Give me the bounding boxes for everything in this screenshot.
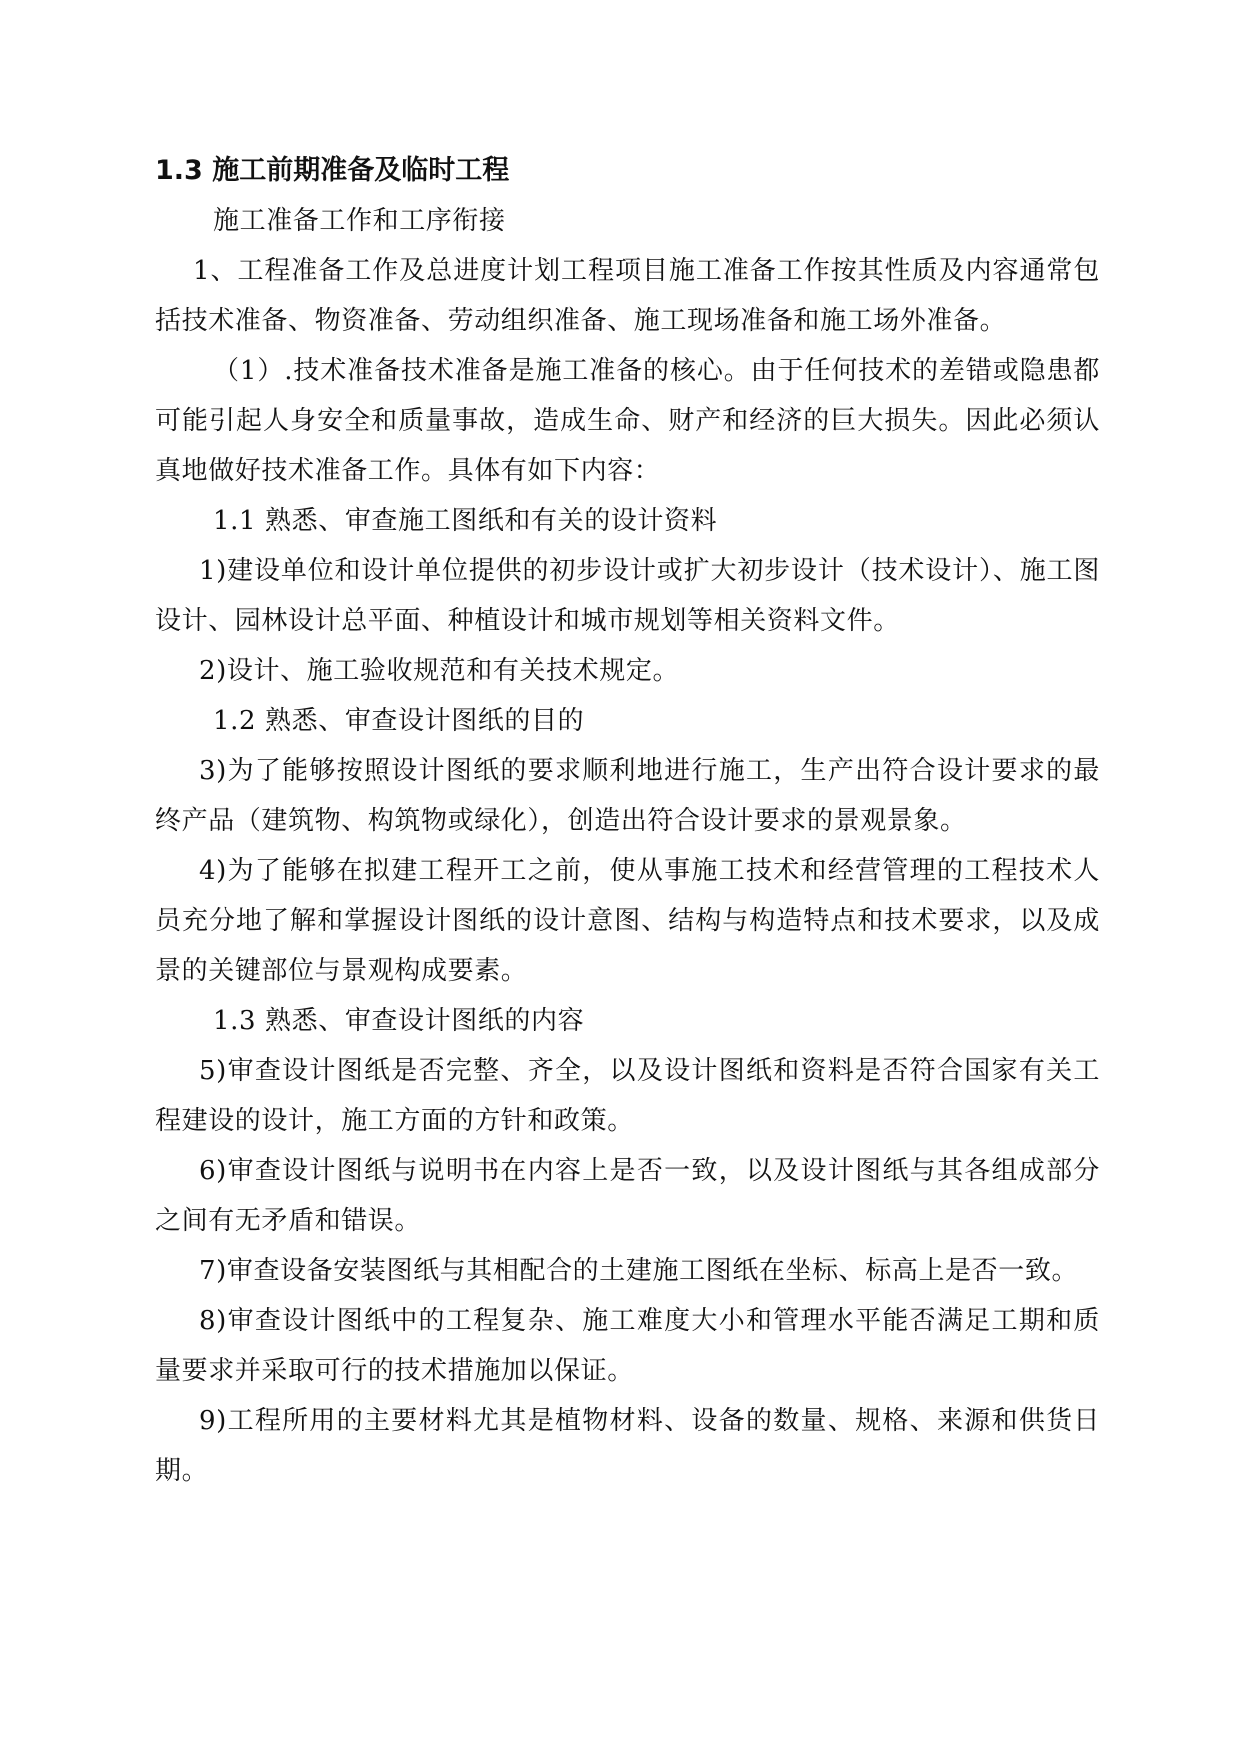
subheading-1-3: 1.3 熟悉、审查设计图纸的内容 [213,1006,585,1036]
list-item-3: 3)为了能够按照设计图纸的要求顺利地进行施工，生产出符合设计要求的最终产品（建筑物、构筑物或绿化），创造出符合设计要求的景观景象。 [155,756,1100,836]
paragraph-preparation-scope: 1、工程准备工作及总进度计划工程项目施工准备工作按其性质及内容通常包括技术准备、物资准备、劳动组织准备、施工现场准备和施工场外准备。 [155,256,1100,336]
section-heading: 1.3 施工前期准备及临时工程 [155,155,510,186]
list-item-7: 7)审查设备安装图纸与其相配合的土建施工图纸在坐标、标高上是否一致。 [199,1256,1079,1286]
paragraph-subtitle: 施工准备工作和工序衔接 [213,206,506,236]
list-item-4: 4)为了能够在拟建工程开工之前，使从事施工技术和经营管理的工程技术人员充分地了解和掌握设计图纸的设计意图、结构与构造特点和技术要求，以及成景的关键部位与景观构成要素。 [155,856,1100,986]
list-item-8: 8)审查设计图纸中的工程复杂、施工难度大小和管理水平能否满足工期和质量要求并采取可行的技术措施加以保证。 [155,1306,1100,1386]
document-body [155,146,1100,1496]
paragraph-technical-preparation: （1）.技术准备技术准备是施工准备的核心。由于任何技术的差错或隐患都可能引起人身安全和质量事故，造成生命、财产和经济的巨大损失。因此必须认真地做好技术准备工作。具体有如下内容： [155,356,1100,486]
list-item-9: 9)工程所用的主要材料尤其是植物材料、设备的数量、规格、来源和供货日期。 [155,1406,1100,1486]
subheading-1-2: 1.2 熟悉、审查设计图纸的目的 [213,706,585,736]
list-item-5: 5)审查设计图纸是否完整、齐全，以及设计图纸和资料是否符合国家有关工程建设的设计，施工方面的方针和政策。 [155,1056,1100,1136]
list-item-1: 1)建设单位和设计单位提供的初步设计或扩大初步设计（技术设计）、施工图设计、园林设计总平面、种植设计和城市规划等相关资料文件。 [155,556,1100,636]
list-item-2: 2)设计、施工验收规范和有关技术规定。 [199,656,680,686]
subheading-1-1: 1.1 熟悉、审查施工图纸和有关的设计资料 [213,506,718,536]
list-item-6: 6)审查设计图纸与说明书在内容上是否一致，以及设计图纸与其各组成部分之间有无矛盾和错误。 [155,1156,1100,1236]
